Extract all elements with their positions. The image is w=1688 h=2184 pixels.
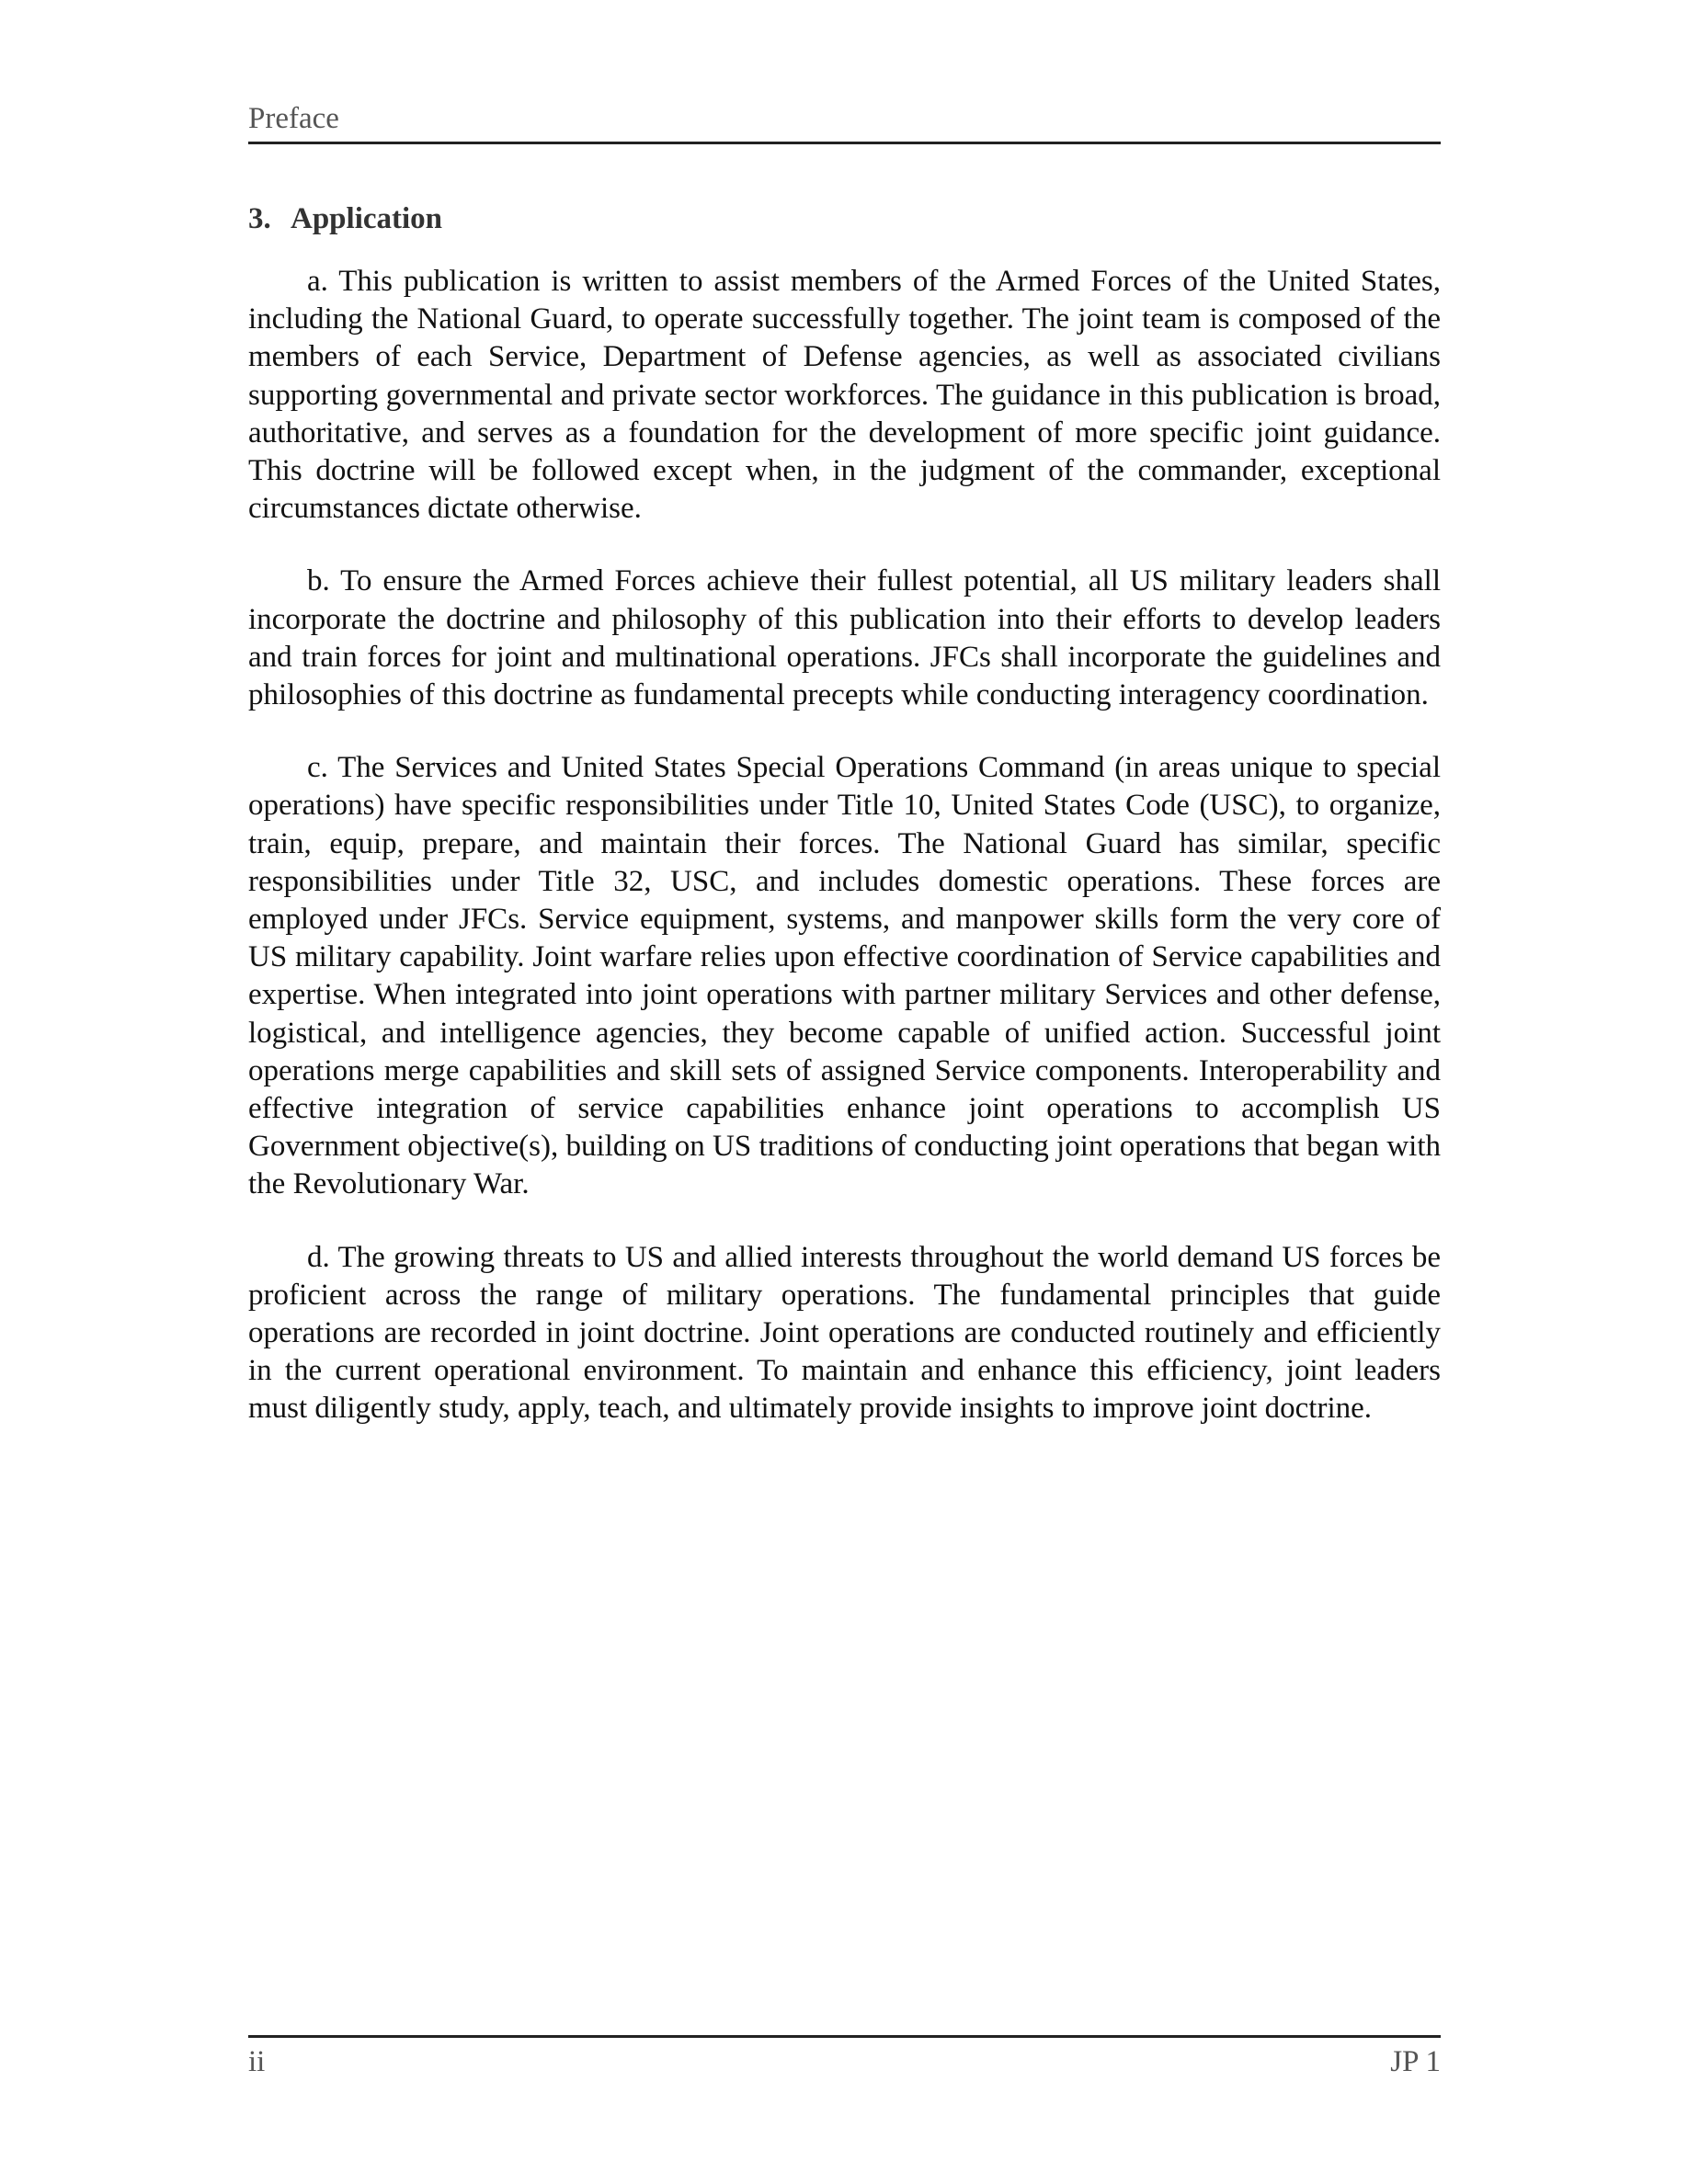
paragraph-b: b. To ensure the Armed Forces achieve their fullest potential, all US military leaders shall incorporate the doctrine and philosophy of this publication into their efforts to develop leaders and train forces for joint and multinational operations. JFCs shall incorporate the guidelines and philosophies of this doctrine as fundamental precepts while conducting interagency coordination. (248, 564, 1441, 712)
page-number: ii (248, 2045, 266, 2078)
section-heading (248, 195, 1441, 243)
page-footer (248, 2035, 1441, 2082)
running-header-title: Preface (248, 102, 339, 135)
page-content (248, 195, 1441, 1463)
paragraph-c: c. The Services and United States Special Operations Command (in areas unique to special operations) have specific responsibilities under Title 10, United States Code (USC), to organize, train, equip, prepare, and maintain their forces. The National Guard has similar, specific responsibilities under Title 32, USC, and includes domestic operations. These forces are employed under JFCs. Service equipment, systems, and manpower skills form the very core of US military capability. Joint warfare relies upon effective coordination of Service capabilities and expertise. When integrated into joint operations with partner military Services and other defense, logistical, and intelligence agencies, they become capable of unified action. Successful joint operations merge capabilities and skill sets of assigned Service components. Interoperability and effective integration of service capabilities enhance joint operations to accomplish US Government objective(s), building on US traditions of conducting joint operations that began with the Revolutionary War. (248, 751, 1441, 1201)
publication-id: JP 1 (1390, 2045, 1441, 2078)
section-number: 3. (248, 202, 271, 235)
section-title: Application (291, 202, 443, 235)
paragraph-a: a. This publication is written to assist members of the Armed Forces of the United States, including the National Guard, to operate successfully together. The joint team is composed of the members of each Service, Department of Defense agencies, as well as associated civilians supporting governmental and private sector workforces. The guidance in this publication is broad, authoritative, and serves as a foundation for the development of more specific joint guidance. This doctrine will be followed except when, in the judgment of the commander, exceptional circumstances dictate otherwise. (248, 265, 1441, 526)
paragraph-d: d. The growing threats to US and allied interests throughout the world demand US forces be proficient across the range of military operations. The fundamental principles that guide operations are recorded in joint doctrine. Joint operations are conducted routinely and efficiently in the current operational environment. To maintain and enhance this efficiency, joint leaders must diligently study, apply, teach, and ultimately provide insights to improve joint doctrine. (248, 1240, 1441, 1426)
page-header (248, 96, 1441, 144)
